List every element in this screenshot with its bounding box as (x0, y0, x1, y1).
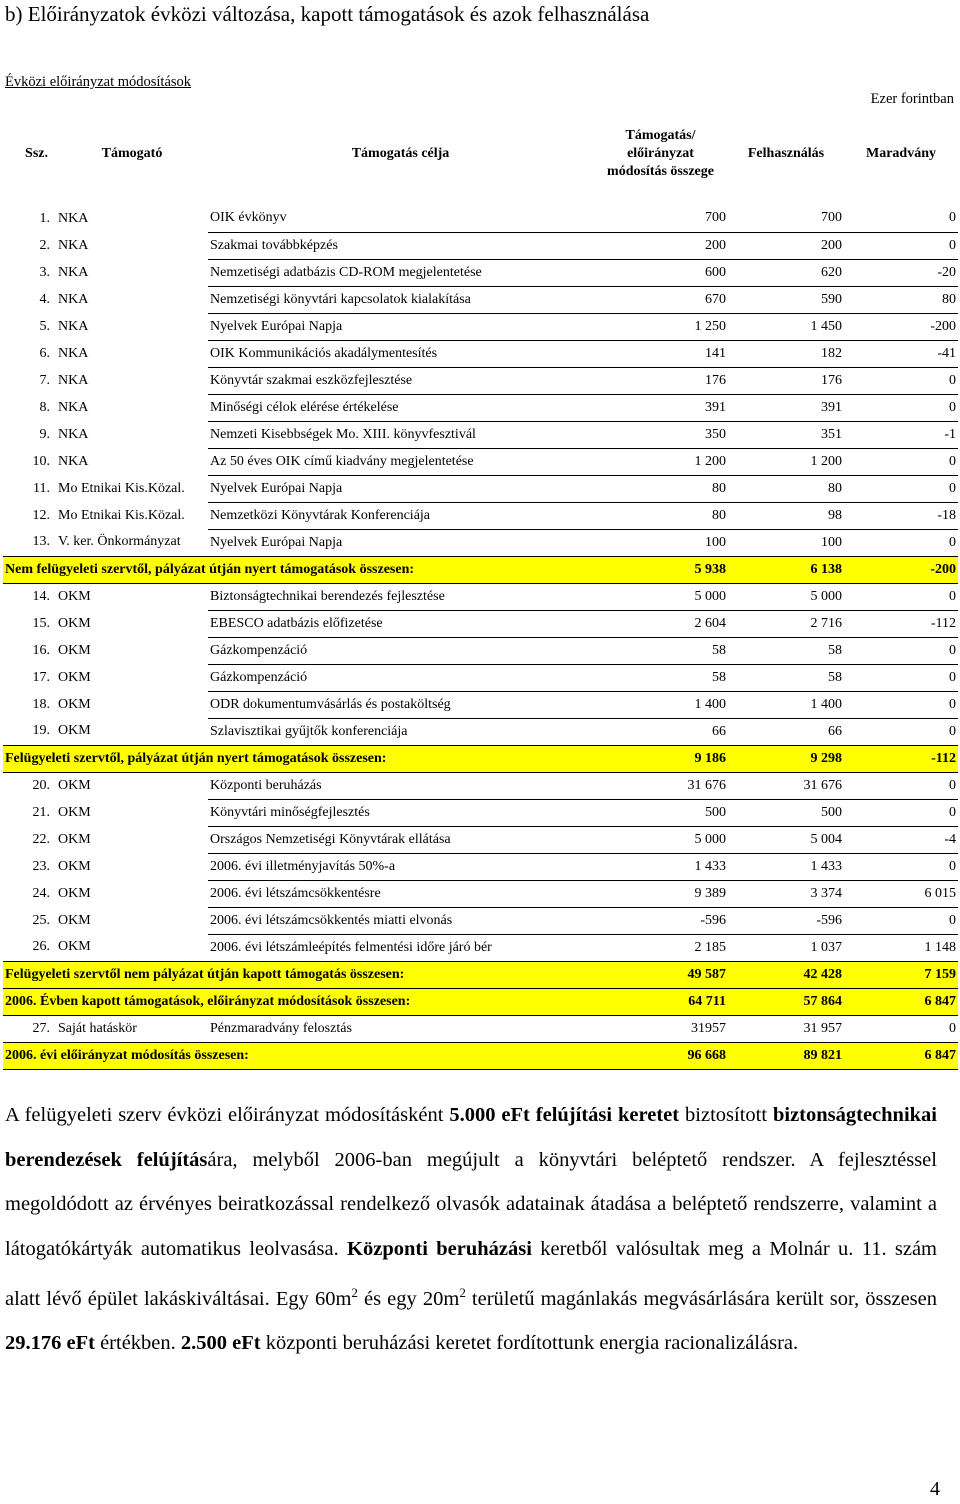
subtotal-label: Felügyeleti szervtől, pályázat útján nyert támogatások összesen: (3, 745, 593, 772)
row-ssz: 18. (32, 696, 50, 712)
table-row (3, 475, 958, 502)
table-row (3, 394, 958, 421)
row-purpose: 2006. évi létszámcsökkentésre (208, 880, 593, 907)
row-supporter: OKM (58, 804, 91, 820)
page-number: 4 (930, 1478, 940, 1500)
col-header-supporter: Támogató (101, 146, 163, 161)
row-used: 391 (728, 394, 844, 421)
row-amount: 80 (593, 475, 728, 502)
row-remaining: -18 (844, 502, 958, 529)
row-remaining: 0 (844, 394, 958, 421)
row-ssz: 1. (39, 210, 50, 226)
table-row (3, 421, 958, 448)
table-row (3, 367, 958, 394)
row-purpose: Nyelvek Európai Napja (208, 475, 593, 502)
row-ssz: 19. (32, 723, 50, 739)
table-row (3, 340, 958, 367)
row-ssz: 10. (32, 453, 50, 469)
row-amount: 5 000 (593, 826, 728, 853)
table-row (3, 286, 958, 313)
para-text-3: ára, melyből 2006-ban megújult a könyvtári beléptető rendszer. A fejlesztéssel megoldódott az érvényes beiratkozással rendelkező olvasók adatainak átadása a beléptető rendszerre, valamint a látogatókártyák automatikus leolvasása. (5, 1148, 937, 1260)
row-supporter: Mo Etnikai Kis.Közal. (58, 480, 185, 496)
row-supporter: NKA (58, 237, 89, 253)
col-header-ssz: Ssz. (25, 146, 48, 161)
row-amount: 1 250 (593, 313, 728, 340)
row-supporter: OKM (58, 831, 91, 847)
para-bold-5: 2.500 eFt (180, 1332, 261, 1355)
subtotal-amount: 5 938 (593, 556, 728, 583)
para-text-5: és egy 20m (357, 1287, 460, 1310)
row-remaining: 0 (844, 367, 958, 394)
row-ssz: 25. (32, 912, 50, 928)
row-purpose: Nyelvek Európai Napja (208, 529, 593, 556)
row-supporter: OKM (58, 777, 91, 793)
row-ssz: 15. (32, 615, 50, 631)
row-purpose: Szlavisztikai gyűjtők konferenciája (208, 718, 593, 745)
row-purpose: 2006. évi létszámcsökkentés miatti elvonás (208, 907, 593, 934)
para-text-6: területű magánlakás megvásárlására került sor, összesen (465, 1287, 937, 1310)
row-amount: 2 604 (593, 610, 728, 637)
row-purpose: Könyvtár szakmai eszközfejlesztése (208, 367, 593, 394)
row-amount: 1 400 (593, 691, 728, 718)
row-remaining: 0 (844, 529, 958, 556)
para-text-2: biztosított (679, 1104, 773, 1126)
row-purpose: Nemzetiségi könyvtári kapcsolatok kialakítása (208, 286, 593, 313)
subtotal-amount: 96 668 (593, 1042, 728, 1069)
table-subheading: Évközi előirányzat módosítások (5, 74, 192, 90)
para-text-4: keretből valósultak meg a Molnár u. 11. szám alatt lévő épület lakáskiváltásai. Egy 60m (5, 1237, 938, 1310)
row-remaining: -1 (844, 421, 958, 448)
row-supporter: OKM (58, 723, 91, 739)
subtotal-remaining: 7 159 (844, 961, 958, 988)
row-remaining: 0 (844, 475, 958, 502)
para-bold-3: Központi beruházási (347, 1237, 532, 1260)
table-row (3, 529, 958, 556)
row-purpose: Gázkompenzáció (208, 637, 593, 664)
col-header-amount (593, 108, 728, 200)
table-header-row (3, 108, 958, 200)
subtotal-remaining: 6 847 (844, 988, 958, 1015)
row-used: 351 (728, 421, 844, 448)
col-header-remaining: Maradvány (866, 146, 936, 161)
row-used: 590 (728, 286, 844, 313)
row-used: 176 (728, 367, 844, 394)
subtotal-used: 89 821 (728, 1042, 844, 1069)
row-ssz: 21. (32, 804, 50, 820)
row-ssz: 13. (32, 534, 50, 550)
subtotal-label: 2006. Évben kapott támogatások, előirányzat módosítások összesen: (3, 988, 593, 1015)
row-amount: 31 676 (593, 772, 728, 799)
row-supporter: OKM (58, 858, 91, 874)
row-purpose: Könyvtári minőségfejlesztés (208, 799, 593, 826)
row-remaining: 0 (844, 718, 958, 745)
row-purpose: Nemzeti Kisebbségek Mo. XIII. könyvfesztivál (208, 421, 593, 448)
section-heading: b) Előirányzatok évközi változása, kapott támogatások és azok felhasználása (5, 2, 650, 26)
row-used: 66 (728, 718, 844, 745)
table-row (3, 1015, 958, 1042)
row-used: 200 (728, 232, 844, 259)
row-remaining: 0 (844, 772, 958, 799)
subtotal-used: 57 864 (728, 988, 844, 1015)
row-amount: 80 (593, 502, 728, 529)
row-used: 100 (728, 529, 844, 556)
row-remaining: 1 148 (844, 934, 958, 961)
unit-note: Ezer forintban (870, 91, 954, 107)
subtotal-amount: 49 587 (593, 961, 728, 988)
row-amount: 5 000 (593, 583, 728, 610)
row-ssz: 11. (33, 480, 50, 496)
row-used: 1 400 (728, 691, 844, 718)
row-purpose: Nemzetközi Könyvtárak Konferenciája (208, 502, 593, 529)
row-supporter: V. ker. Önkormányzat (58, 534, 181, 550)
row-used: 98 (728, 502, 844, 529)
subtotal-remaining: -112 (844, 745, 958, 772)
row-purpose: OIK Kommunikációs akadálymentesítés (208, 340, 593, 367)
subtotal-amount: 9 186 (593, 745, 728, 772)
row-ssz: 9. (39, 426, 50, 442)
row-remaining: 0 (844, 691, 958, 718)
row-purpose: OIK évkönyv (208, 205, 593, 232)
row-remaining: 0 (844, 664, 958, 691)
row-ssz: 16. (32, 642, 50, 658)
row-purpose: Nyelvek Európai Napja (208, 313, 593, 340)
row-supporter: NKA (58, 426, 89, 442)
row-remaining: 0 (844, 205, 958, 232)
row-used: 1 433 (728, 853, 844, 880)
subtotal-remaining: -200 (844, 556, 958, 583)
table-row (3, 799, 958, 826)
row-used: 5 000 (728, 583, 844, 610)
row-remaining: -200 (844, 313, 958, 340)
row-amount: 700 (593, 205, 728, 232)
row-used: 500 (728, 799, 844, 826)
row-remaining: -20 (844, 259, 958, 286)
row-supporter: OKM (58, 912, 91, 928)
row-supporter: NKA (58, 372, 89, 388)
row-ssz: 23. (32, 858, 50, 874)
table-row (3, 448, 958, 475)
para-text-7: értékben. (94, 1332, 181, 1355)
row-ssz: 12. (32, 507, 50, 523)
row-ssz: 27. (32, 1020, 50, 1036)
table-row (3, 232, 958, 259)
row-ssz: 3. (39, 264, 50, 280)
row-purpose: Az 50 éves OIK című kiadvány megjelentetése (208, 448, 593, 475)
row-amount: -596 (593, 907, 728, 934)
col-header-amount-line2: előirányzat (627, 146, 694, 161)
row-amount: 600 (593, 259, 728, 286)
table-row (3, 583, 958, 610)
row-ssz: 4. (39, 291, 50, 307)
table-row (3, 691, 958, 718)
table-row (3, 907, 958, 934)
col-header-amount-line1: Támogatás/ (625, 128, 696, 143)
row-ssz: 17. (32, 669, 50, 685)
row-amount: 1 200 (593, 448, 728, 475)
row-amount: 100 (593, 529, 728, 556)
table-row (3, 826, 958, 853)
row-remaining: 0 (844, 583, 958, 610)
para-bold-1: 5.000 eFt felújítási keretet (449, 1104, 680, 1126)
subtotal-row (3, 961, 958, 988)
para-sup-1: 2 (351, 1285, 358, 1300)
subtotal-row (3, 745, 958, 772)
row-amount: 141 (593, 340, 728, 367)
row-remaining: -41 (844, 340, 958, 367)
subtotal-label: Nem felügyeleti szervtől, pályázat útján nyert támogatások összesen: (3, 556, 593, 583)
subtotal-used: 42 428 (728, 961, 844, 988)
row-supporter: NKA (58, 453, 89, 469)
row-remaining: 0 (844, 448, 958, 475)
row-used: -596 (728, 907, 844, 934)
row-remaining: -4 (844, 826, 958, 853)
row-purpose: 2006. évi létszámleépítés felmentési időre járó bér (208, 934, 593, 961)
row-used: 58 (728, 664, 844, 691)
explanation-paragraph (5, 1093, 937, 1366)
row-amount: 200 (593, 232, 728, 259)
table-row (3, 502, 958, 529)
subtotal-label: 2006. évi előirányzat módosítás összesen: (3, 1042, 593, 1069)
row-remaining: -112 (844, 610, 958, 637)
row-supporter: OKM (58, 615, 91, 631)
row-supporter: OKM (58, 669, 91, 685)
row-ssz: 7. (39, 372, 50, 388)
subtotal-amount: 64 711 (593, 988, 728, 1015)
row-used: 700 (728, 205, 844, 232)
row-used: 1 200 (728, 448, 844, 475)
row-supporter: OKM (58, 696, 91, 712)
row-remaining: 0 (844, 907, 958, 934)
row-remaining: 0 (844, 853, 958, 880)
row-ssz: 26. (32, 939, 50, 955)
row-purpose: Gázkompenzáció (208, 664, 593, 691)
subtotal-remaining: 6 847 (844, 1042, 958, 1069)
row-supporter: NKA (58, 291, 89, 307)
col-header-purpose: Támogatás célja (351, 146, 450, 161)
row-amount: 350 (593, 421, 728, 448)
row-supporter: Saját hatáskör (58, 1020, 137, 1036)
row-remaining: 0 (844, 232, 958, 259)
para-text-8: központi beruházási keretet fordítottunk energia racionalizálásra. (260, 1332, 799, 1355)
row-amount: 2 185 (593, 934, 728, 961)
row-supporter: OKM (58, 642, 91, 658)
row-amount: 66 (593, 718, 728, 745)
row-purpose: Központi beruházás (208, 772, 593, 799)
row-supporter: NKA (58, 210, 89, 226)
para-bold-4: 29.176 eFt (5, 1332, 95, 1355)
table-row (3, 259, 958, 286)
row-amount: 9 389 (593, 880, 728, 907)
para-text-1: A felügyeleti szerv évközi előirányzat módosításként (5, 1104, 450, 1126)
para-bold-2: biztonságtechnikai berendezések felújítás (5, 1104, 938, 1171)
row-amount: 31957 (593, 1015, 728, 1042)
row-purpose: 2006. évi illetményjavítás 50%-a (208, 853, 593, 880)
table-row (3, 934, 958, 961)
row-supporter: NKA (58, 399, 89, 415)
table-row (3, 313, 958, 340)
row-supporter: OKM (58, 885, 91, 901)
row-supporter: NKA (58, 345, 89, 361)
row-purpose: Szakmai továbbképzés (208, 232, 593, 259)
row-supporter: NKA (58, 264, 89, 280)
row-supporter: OKM (58, 588, 91, 604)
row-purpose: Biztonságtechnikai berendezés fejlesztése (208, 583, 593, 610)
row-remaining: 80 (844, 286, 958, 313)
row-amount: 391 (593, 394, 728, 421)
row-used: 1 450 (728, 313, 844, 340)
row-ssz: 2. (39, 237, 50, 253)
row-amount: 176 (593, 367, 728, 394)
row-amount: 58 (593, 664, 728, 691)
row-purpose: Nemzetiségi adatbázis CD-ROM megjelentetése (208, 259, 593, 286)
appropriation-table (3, 108, 958, 1070)
col-header-used: Felhasználás (747, 146, 825, 161)
row-purpose: ODR dokumentumvásárlás és postaköltség (208, 691, 593, 718)
subtotal-row (3, 988, 958, 1015)
table-row (3, 772, 958, 799)
row-amount: 1 433 (593, 853, 728, 880)
row-used: 5 004 (728, 826, 844, 853)
row-amount: 58 (593, 637, 728, 664)
row-used: 2 716 (728, 610, 844, 637)
row-used: 620 (728, 259, 844, 286)
col-header-amount-line3: módosítás összege (607, 164, 714, 179)
row-supporter: Mo Etnikai Kis.Közal. (58, 507, 185, 523)
table-row (3, 880, 958, 907)
row-used: 58 (728, 637, 844, 664)
row-used: 1 037 (728, 934, 844, 961)
table-row (3, 718, 958, 745)
row-ssz: 20. (32, 777, 50, 793)
row-amount: 500 (593, 799, 728, 826)
row-remaining: 0 (844, 799, 958, 826)
row-ssz: 14. (32, 588, 50, 604)
row-ssz: 6. (39, 345, 50, 361)
row-ssz: 8. (39, 399, 50, 415)
row-purpose: Pénzmaradvány felosztás (208, 1015, 593, 1042)
table-body (3, 200, 958, 1069)
table-row (3, 610, 958, 637)
row-used: 31 957 (728, 1015, 844, 1042)
row-purpose: Minőségi célok elérése értékelése (208, 394, 593, 421)
row-used: 3 374 (728, 880, 844, 907)
subtotal-used: 9 298 (728, 745, 844, 772)
para-sup-2: 2 (459, 1285, 466, 1300)
row-amount: 670 (593, 286, 728, 313)
table-row (3, 853, 958, 880)
row-remaining: 0 (844, 1015, 958, 1042)
subtotal-row (3, 556, 958, 583)
row-remaining: 6 015 (844, 880, 958, 907)
row-supporter: OKM (58, 939, 91, 955)
subtotal-used: 6 138 (728, 556, 844, 583)
row-used: 182 (728, 340, 844, 367)
table-row (3, 637, 958, 664)
row-ssz: 22. (32, 831, 50, 847)
row-purpose: Országos Nemzetiségi Könyvtárak ellátása (208, 826, 593, 853)
row-purpose: EBESCO adatbázis előfizetése (208, 610, 593, 637)
row-supporter: NKA (58, 318, 89, 334)
table-row (3, 205, 958, 232)
row-ssz: 24. (32, 885, 50, 901)
row-used: 80 (728, 475, 844, 502)
row-remaining: 0 (844, 637, 958, 664)
row-ssz: 5. (39, 318, 50, 334)
subtotal-row (3, 1042, 958, 1069)
table-row (3, 664, 958, 691)
subtotal-label: Felügyeleti szervtől nem pályázat útján kapott támogatás összesen: (3, 961, 593, 988)
row-used: 31 676 (728, 772, 844, 799)
